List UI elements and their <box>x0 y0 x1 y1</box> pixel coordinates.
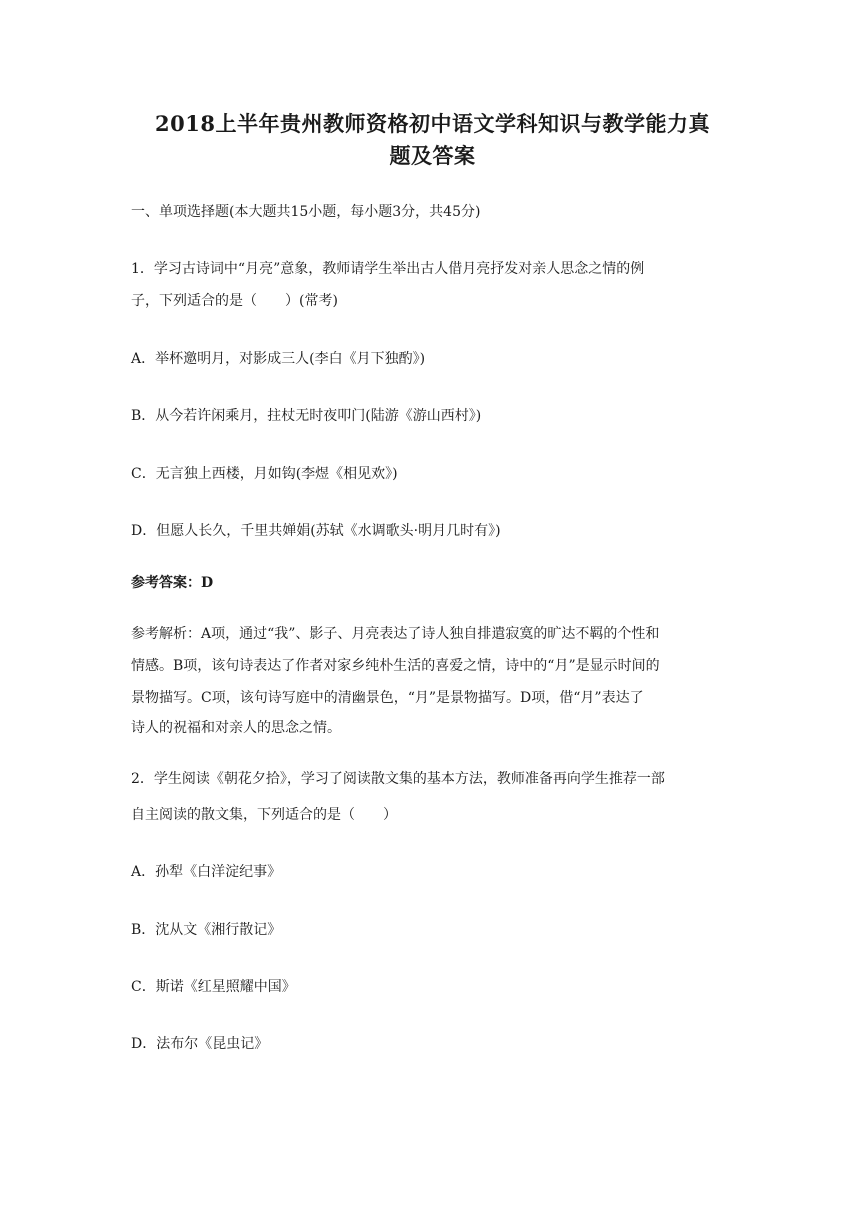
question-1-analysis-line-4: 诗人的祝福和对亲人的思念之情。 <box>131 720 341 736</box>
document-title-line-2: 题及答案 <box>389 143 476 168</box>
document-title-line-1: 2018上半年贵州教师资格初中语文学科知识与教学能力真 <box>155 111 710 136</box>
question-1-option-b: B．从今若许闲乘月，拄杖无时夜叩门(陆游《游山西村》) <box>131 408 482 424</box>
question-1-stem-line-2: 子，下列适合的是（ ）(常考) <box>131 293 338 309</box>
question-2-option-c: C．斯诺《红星照耀中国》 <box>131 979 296 995</box>
question-1-answer: 参考答案：D <box>131 575 214 591</box>
question-2-option-d: D．法布尔《昆虫记》 <box>131 1036 269 1052</box>
question-2-stem-line-2: 自主阅读的散文集，下列适合的是（ ） <box>131 807 397 823</box>
question-1-option-a: A．举杯邀明月，对影成三人(李白《月下独酌》) <box>131 351 426 367</box>
question-1-analysis-line-1: 参考解析：A项，通过“我”、影子、月亮表达了诗人独自排遣寂寞的旷达不羁的个性和 <box>131 626 660 642</box>
question-1-option-c: C．无言独上西楼，月如钩(李煜《相见欢》) <box>131 466 398 482</box>
section-heading: 一、单项选择题(本大题共15小题，每小题3分，共45分) <box>131 204 481 220</box>
question-2-option-a: A．孙犁《白洋淀纪事》 <box>131 864 282 880</box>
question-2-stem-line-1: 2．学生阅读《朝花夕拾》，学习了阅读散文集的基本方法，教师准备再向学生推荐一部 <box>131 771 665 787</box>
question-1-analysis-line-2: 情感。B项，该句诗表达了作者对家乡纯朴生活的喜爱之情，诗中的“月”是显示时间的 <box>131 658 660 674</box>
question-1-stem-line-1: 1．学习古诗词中“月亮”意象，教师请学生举出古人借月亮抒发对亲人思念之情的例 <box>131 261 645 277</box>
question-1-analysis-line-3: 景物描写。C项，该句诗写庭中的清幽景色，“月”是景物描写。D项，借“月”表达了 <box>131 690 644 706</box>
question-2-option-b: B．沈从文《湘行散记》 <box>131 922 282 938</box>
question-1-option-d: D．但愿人长久，千里共婵娟(苏轼《水调歌头·明月几时有》) <box>131 523 501 539</box>
